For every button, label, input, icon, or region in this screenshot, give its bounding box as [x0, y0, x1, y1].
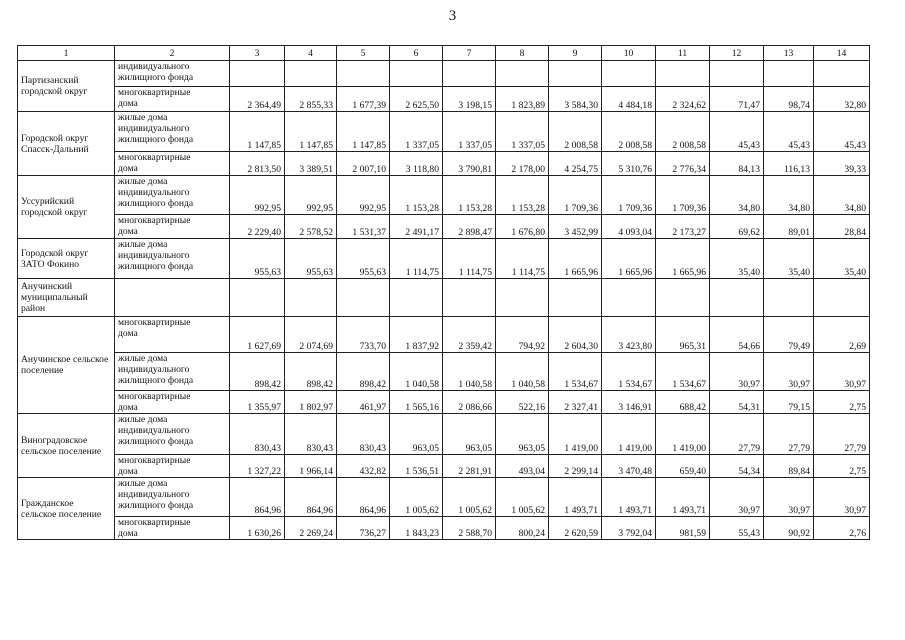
value-cell: 5 310,76 — [602, 152, 656, 176]
value-cell: 3 470,48 — [602, 455, 656, 478]
value-cell: 1 677,39 — [337, 87, 390, 112]
value-cell: 461,97 — [337, 391, 390, 414]
value-cell: 2 008,58 — [549, 112, 602, 152]
value-cell: 1 493,71 — [549, 478, 602, 517]
value-cell: 2 898,47 — [443, 215, 496, 239]
housing-type-cell: многоквартирные дома — [115, 517, 230, 540]
value-cell: 3 792,04 — [602, 517, 656, 540]
column-header: 13 — [764, 46, 814, 61]
value-cell: 90,92 — [764, 517, 814, 540]
value-cell — [443, 61, 496, 87]
value-cell: 2 776,34 — [656, 152, 710, 176]
column-header: 12 — [710, 46, 764, 61]
column-header: 5 — [337, 46, 390, 61]
value-cell: 1 627,69 — [230, 317, 285, 353]
value-cell: 30,97 — [814, 353, 870, 391]
value-cell: 992,95 — [285, 176, 337, 215]
value-cell: 2 007,10 — [337, 152, 390, 176]
value-cell: 2 625,50 — [390, 87, 443, 112]
value-cell: 4 484,18 — [602, 87, 656, 112]
value-cell: 1 005,62 — [390, 478, 443, 517]
value-cell: 830,43 — [285, 414, 337, 455]
housing-type-cell: многоквартирные дома — [115, 87, 230, 112]
housing-type-cell: жилые дома индивидуального жилищного фонда — [115, 478, 230, 517]
value-cell: 955,63 — [230, 239, 285, 279]
column-header: 11 — [656, 46, 710, 61]
value-cell: 1 493,71 — [602, 478, 656, 517]
value-cell: 79,15 — [764, 391, 814, 414]
value-cell: 733,70 — [337, 317, 390, 353]
value-cell — [337, 61, 390, 87]
value-cell — [285, 279, 337, 317]
value-cell: 955,63 — [337, 239, 390, 279]
housing-type-cell: многоквартирные дома — [115, 152, 230, 176]
value-cell: 2 008,58 — [656, 112, 710, 152]
value-cell: 1 114,75 — [443, 239, 496, 279]
value-cell: 3 584,30 — [549, 87, 602, 112]
table-body — [18, 46, 870, 540]
value-cell: 1 493,71 — [656, 478, 710, 517]
value-cell: 2 588,70 — [443, 517, 496, 540]
value-cell: 2 327,41 — [549, 391, 602, 414]
municipality-cell: Гражданское сельское поселение — [18, 478, 115, 540]
value-cell: 1 419,00 — [656, 414, 710, 455]
value-cell: 830,43 — [230, 414, 285, 455]
value-cell: 1 153,28 — [390, 176, 443, 215]
value-cell: 2 364,49 — [230, 87, 285, 112]
table-row — [18, 61, 870, 87]
tariff-table — [17, 45, 870, 540]
value-cell — [390, 61, 443, 87]
value-cell: 1 536,51 — [390, 455, 443, 478]
value-cell — [710, 61, 764, 87]
table-row — [18, 478, 870, 517]
value-cell: 1 040,58 — [390, 353, 443, 391]
value-cell — [549, 61, 602, 87]
value-cell: 2 178,00 — [496, 152, 549, 176]
table-row — [18, 112, 870, 152]
value-cell — [814, 61, 870, 87]
value-cell: 864,96 — [337, 478, 390, 517]
value-cell: 54,34 — [710, 455, 764, 478]
table-row — [18, 176, 870, 215]
housing-type-cell: жилые дома индивидуального жилищного фонда — [115, 353, 230, 391]
value-cell: 963,05 — [443, 414, 496, 455]
value-cell: 1 534,67 — [549, 353, 602, 391]
value-cell: 3 198,15 — [443, 87, 496, 112]
municipality-cell: Городской округ ЗАТО Фокино — [18, 239, 115, 279]
value-cell: 116,13 — [764, 152, 814, 176]
value-cell: 4 254,75 — [549, 152, 602, 176]
column-header: 6 — [390, 46, 443, 61]
housing-type-cell: индивидуального жилищного фонда — [115, 61, 230, 87]
column-header: 2 — [115, 46, 230, 61]
table-row — [18, 455, 870, 478]
value-cell: 1 005,62 — [443, 478, 496, 517]
housing-type-cell: многоквартирные дома — [115, 391, 230, 414]
value-cell: 98,74 — [764, 87, 814, 112]
housing-type-cell: жилые дома индивидуального жилищного фонда — [115, 112, 230, 152]
value-cell: 3 452,99 — [549, 215, 602, 239]
value-cell — [337, 279, 390, 317]
column-header: 4 — [285, 46, 337, 61]
municipality-cell: Анучинский муниципальный район — [18, 279, 115, 317]
value-cell: 30,97 — [764, 478, 814, 517]
value-cell: 1 709,36 — [656, 176, 710, 215]
value-cell: 35,40 — [814, 239, 870, 279]
value-cell: 1 630,26 — [230, 517, 285, 540]
column-header: 10 — [602, 46, 656, 61]
value-cell: 2 281,91 — [443, 455, 496, 478]
value-cell — [443, 279, 496, 317]
value-cell — [656, 61, 710, 87]
column-header: 3 — [230, 46, 285, 61]
value-cell: 898,42 — [230, 353, 285, 391]
municipality-cell: Анучинское сельское поселение — [18, 317, 115, 414]
value-cell: 30,97 — [710, 353, 764, 391]
value-cell — [496, 279, 549, 317]
value-cell: 1 419,00 — [602, 414, 656, 455]
value-cell: 1 843,23 — [390, 517, 443, 540]
municipality-cell: Партизанский городской округ — [18, 61, 115, 112]
value-cell: 39,33 — [814, 152, 870, 176]
value-cell: 1 147,85 — [230, 112, 285, 152]
value-cell: 45,43 — [710, 112, 764, 152]
value-cell — [814, 279, 870, 317]
value-cell: 830,43 — [337, 414, 390, 455]
value-cell: 2 074,69 — [285, 317, 337, 353]
value-cell: 1 005,62 — [496, 478, 549, 517]
value-cell: 1 823,89 — [496, 87, 549, 112]
value-cell: 2 604,30 — [549, 317, 602, 353]
value-cell: 1 531,37 — [337, 215, 390, 239]
value-cell: 2 324,62 — [656, 87, 710, 112]
value-cell: 27,79 — [710, 414, 764, 455]
value-cell: 963,05 — [496, 414, 549, 455]
value-cell: 3 118,80 — [390, 152, 443, 176]
table-row — [18, 152, 870, 176]
value-cell: 1 709,36 — [602, 176, 656, 215]
value-cell: 1 337,05 — [496, 112, 549, 152]
value-cell: 45,43 — [814, 112, 870, 152]
housing-type-cell: жилые дома индивидуального жилищного фонда — [115, 239, 230, 279]
municipality-cell: Виноградовское сельское поселение — [18, 414, 115, 478]
value-cell: 3 790,81 — [443, 152, 496, 176]
value-cell — [230, 61, 285, 87]
value-cell: 35,40 — [710, 239, 764, 279]
value-cell: 688,42 — [656, 391, 710, 414]
value-cell: 659,40 — [656, 455, 710, 478]
municipality-cell: Городской округ Спасск-Дальний — [18, 112, 115, 176]
value-cell: 736,27 — [337, 517, 390, 540]
value-cell: 1 040,58 — [496, 353, 549, 391]
value-cell: 1 837,92 — [390, 317, 443, 353]
value-cell: 3 389,51 — [285, 152, 337, 176]
value-cell: 2,69 — [814, 317, 870, 353]
value-cell: 2 299,14 — [549, 455, 602, 478]
value-cell: 1 147,85 — [337, 112, 390, 152]
value-cell: 55,43 — [710, 517, 764, 540]
value-cell: 800,24 — [496, 517, 549, 540]
value-cell: 2 229,40 — [230, 215, 285, 239]
value-cell: 2,76 — [814, 517, 870, 540]
value-cell: 2 578,52 — [285, 215, 337, 239]
value-cell: 963,05 — [390, 414, 443, 455]
table-row — [18, 353, 870, 391]
value-cell: 27,79 — [814, 414, 870, 455]
value-cell: 2 855,33 — [285, 87, 337, 112]
table-row — [18, 279, 870, 317]
value-cell: 32,80 — [814, 87, 870, 112]
municipality-cell: Уссурийский городской округ — [18, 176, 115, 239]
value-cell: 992,95 — [337, 176, 390, 215]
value-cell: 3 146,91 — [602, 391, 656, 414]
value-cell: 1 114,75 — [496, 239, 549, 279]
value-cell — [602, 279, 656, 317]
value-cell: 45,43 — [764, 112, 814, 152]
value-cell: 2 620,59 — [549, 517, 602, 540]
value-cell: 2,75 — [814, 455, 870, 478]
value-cell: 1 153,28 — [496, 176, 549, 215]
table-row — [18, 317, 870, 353]
value-cell: 30,97 — [764, 353, 814, 391]
value-cell — [230, 279, 285, 317]
value-cell — [710, 279, 764, 317]
value-cell: 1 327,22 — [230, 455, 285, 478]
value-cell: 1 565,16 — [390, 391, 443, 414]
value-cell: 432,82 — [337, 455, 390, 478]
value-cell: 898,42 — [285, 353, 337, 391]
value-cell: 54,31 — [710, 391, 764, 414]
value-cell — [602, 61, 656, 87]
value-cell: 1 337,05 — [443, 112, 496, 152]
value-cell: 69,62 — [710, 215, 764, 239]
value-cell: 1 534,67 — [602, 353, 656, 391]
value-cell: 1 966,14 — [285, 455, 337, 478]
value-cell: 898,42 — [337, 353, 390, 391]
value-cell: 1 676,80 — [496, 215, 549, 239]
value-cell: 34,80 — [814, 176, 870, 215]
column-header: 9 — [549, 46, 602, 61]
value-cell: 2 491,17 — [390, 215, 443, 239]
value-cell: 1 147,85 — [285, 112, 337, 152]
value-cell: 2 359,42 — [443, 317, 496, 353]
value-cell: 54,66 — [710, 317, 764, 353]
value-cell: 864,96 — [230, 478, 285, 517]
value-cell: 2 086,66 — [443, 391, 496, 414]
table-row — [18, 517, 870, 540]
value-cell — [390, 279, 443, 317]
value-cell: 493,04 — [496, 455, 549, 478]
value-cell: 28,84 — [814, 215, 870, 239]
value-cell: 2 269,24 — [285, 517, 337, 540]
value-cell: 1 665,96 — [602, 239, 656, 279]
value-cell: 4 093,04 — [602, 215, 656, 239]
housing-type-cell — [115, 279, 230, 317]
value-cell: 1 665,96 — [549, 239, 602, 279]
column-header: 14 — [814, 46, 870, 61]
value-cell: 35,40 — [764, 239, 814, 279]
housing-type-cell: многоквартирные дома — [115, 455, 230, 478]
housing-type-cell: жилые дома индивидуального жилищного фонда — [115, 414, 230, 455]
value-cell: 1 040,58 — [443, 353, 496, 391]
value-cell: 2 173,27 — [656, 215, 710, 239]
value-cell: 2 813,50 — [230, 152, 285, 176]
housing-type-cell: многоквартирные дома — [115, 317, 230, 353]
value-cell — [549, 279, 602, 317]
table-row — [18, 239, 870, 279]
value-cell: 864,96 — [285, 478, 337, 517]
value-cell: 992,95 — [230, 176, 285, 215]
value-cell — [496, 61, 549, 87]
value-cell: 981,59 — [656, 517, 710, 540]
value-cell — [764, 61, 814, 87]
value-cell: 1 802,97 — [285, 391, 337, 414]
table-row — [18, 391, 870, 414]
value-cell: 79,49 — [764, 317, 814, 353]
table-row — [18, 215, 870, 239]
value-cell: 30,97 — [814, 478, 870, 517]
value-cell: 30,97 — [710, 478, 764, 517]
value-cell: 1 355,97 — [230, 391, 285, 414]
value-cell: 71,47 — [710, 87, 764, 112]
value-cell: 1 153,28 — [443, 176, 496, 215]
value-cell: 794,92 — [496, 317, 549, 353]
value-cell: 1 534,67 — [656, 353, 710, 391]
value-cell — [764, 279, 814, 317]
value-cell: 1 709,36 — [549, 176, 602, 215]
column-header: 7 — [443, 46, 496, 61]
page-number: 3 — [448, 8, 457, 24]
column-header: 8 — [496, 46, 549, 61]
header-row — [18, 46, 870, 61]
value-cell: 2,75 — [814, 391, 870, 414]
table-row — [18, 414, 870, 455]
value-cell: 3 423,80 — [602, 317, 656, 353]
value-cell: 1 419,00 — [549, 414, 602, 455]
value-cell: 89,01 — [764, 215, 814, 239]
value-cell: 84,13 — [710, 152, 764, 176]
value-cell: 2 008,58 — [602, 112, 656, 152]
value-cell — [656, 279, 710, 317]
table-row — [18, 87, 870, 112]
value-cell: 1 665,96 — [656, 239, 710, 279]
housing-type-cell: жилые дома индивидуального жилищного фонда — [115, 176, 230, 215]
column-header: 1 — [18, 46, 115, 61]
value-cell: 1 114,75 — [390, 239, 443, 279]
value-cell: 965,31 — [656, 317, 710, 353]
value-cell: 89,84 — [764, 455, 814, 478]
value-cell: 34,80 — [764, 176, 814, 215]
housing-type-cell: многоквартирные дома — [115, 215, 230, 239]
value-cell: 1 337,05 — [390, 112, 443, 152]
value-cell: 27,79 — [764, 414, 814, 455]
value-cell: 522,16 — [496, 391, 549, 414]
value-cell — [285, 61, 337, 87]
value-cell: 34,80 — [710, 176, 764, 215]
value-cell: 955,63 — [285, 239, 337, 279]
